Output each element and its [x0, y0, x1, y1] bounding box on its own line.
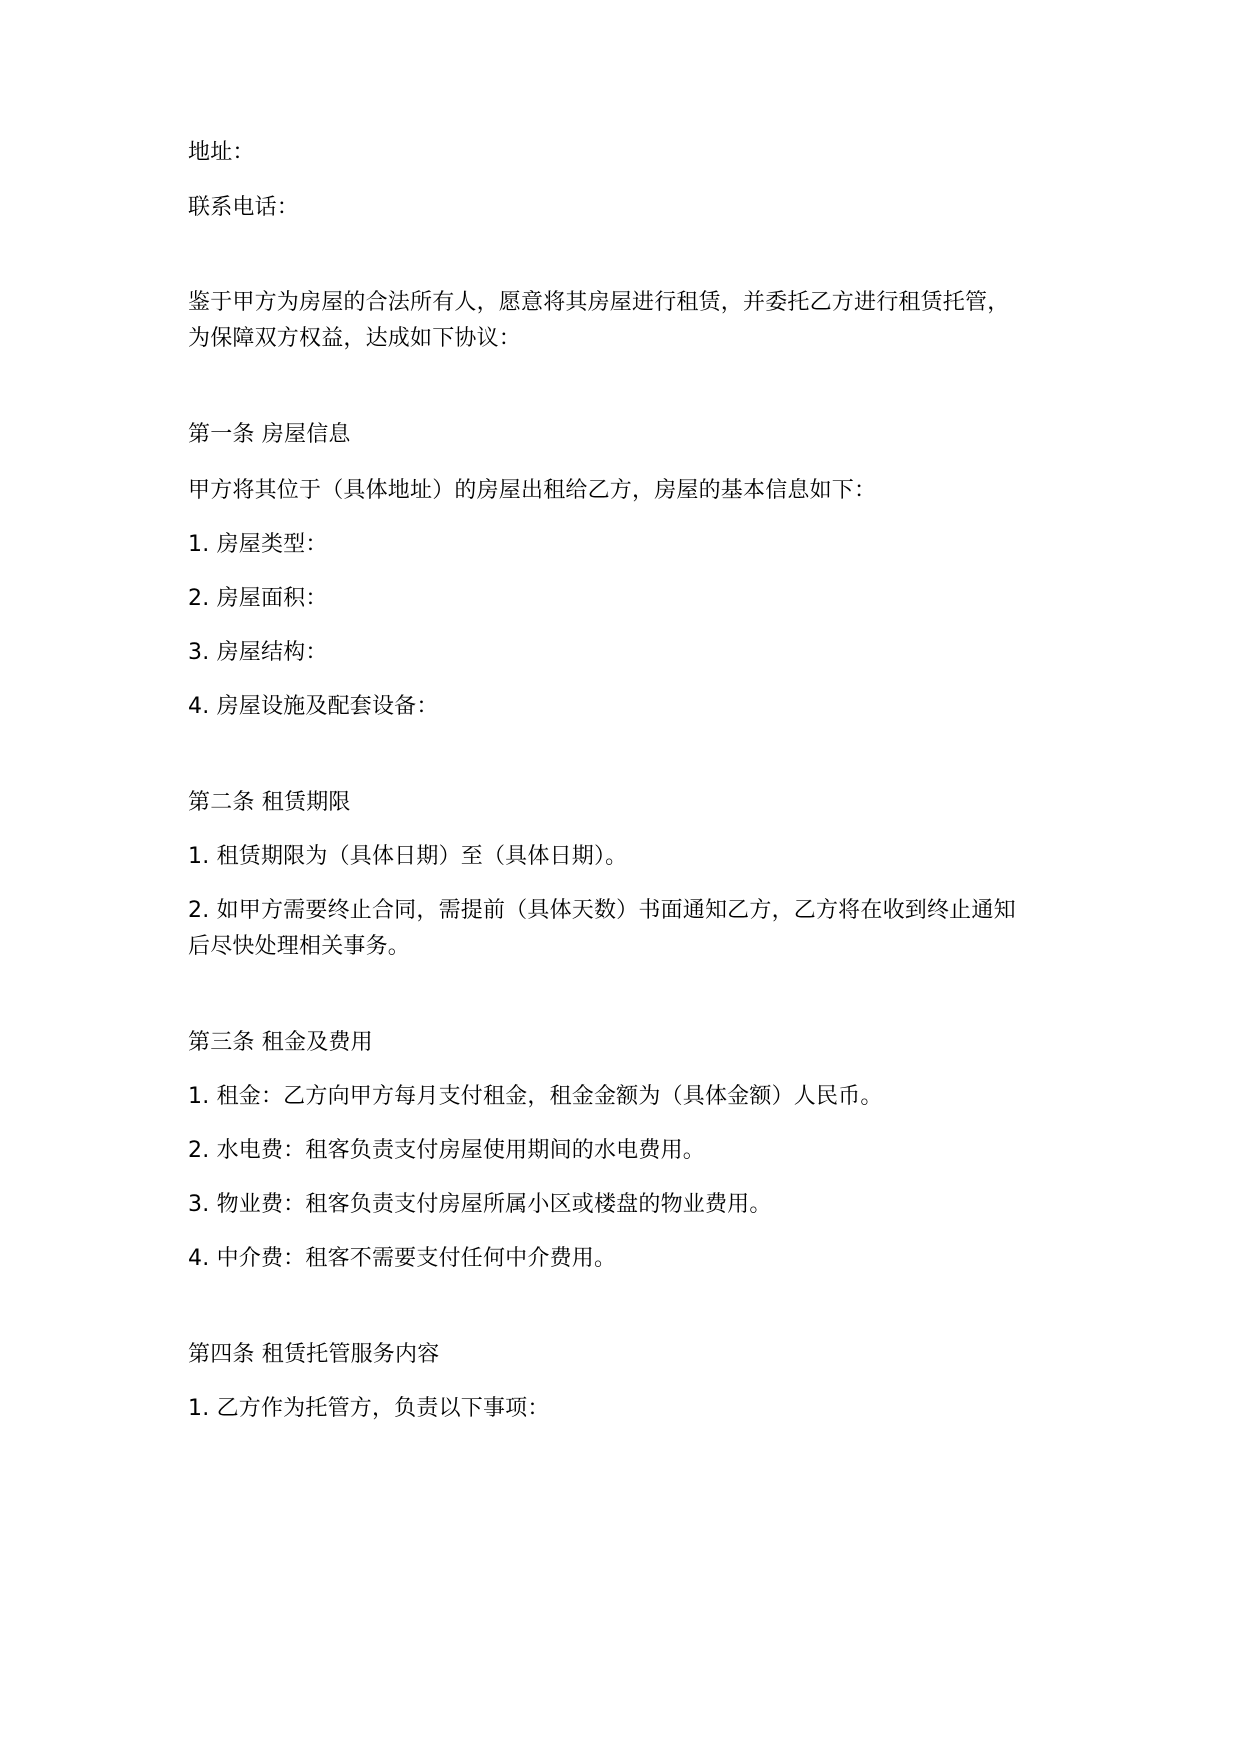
article3-title: 第三条 租金及费用 — [188, 1030, 373, 1055]
article1-item: 4. 房屋设施及配套设备： — [188, 694, 439, 719]
article3-item: 3. 物业费：租客负责支付房屋所属小区或楼盘的物业费用。 — [188, 1192, 772, 1217]
article3-item: 2. 水电费：租客负责支付房屋使用期间的水电费用。 — [188, 1138, 705, 1163]
article1-item: 3. 房屋结构： — [188, 640, 328, 665]
article2-title: 第二条 租赁期限 — [188, 790, 351, 815]
article3-item: 1. 租金：乙方向甲方每月支付租金，租金金额为（具体金额）人民币。 — [188, 1084, 883, 1109]
preamble-line-2: 为保障双方权益，达成如下协议： — [188, 326, 522, 351]
article1-intro: 甲方将其位于（具体地址）的房屋出租给乙方，房屋的基本信息如下： — [188, 478, 877, 503]
article2-item-2-line-1: 2. 如甲方需要终止合同，需提前（具体天数）书面通知乙方，乙方将在收到终止通知 — [188, 898, 1016, 923]
article2-item-2-line-2: 后尽快处理相关事务。 — [188, 934, 411, 959]
article4-item-1: 1. 乙方作为托管方，负责以下事项： — [188, 1396, 550, 1421]
article1-title: 第一条 房屋信息 — [188, 422, 351, 447]
article4-title: 第四条 租赁托管服务内容 — [188, 1342, 440, 1367]
article2-item-1: 1. 租赁期限为（具体日期）至（具体日期）。 — [188, 844, 628, 869]
article3-item: 4. 中介费：租客不需要支付任何中介费用。 — [188, 1246, 617, 1271]
preamble-line-1: 鉴于甲方为房屋的合法所有人，愿意将其房屋进行租赁，并委托乙方进行租赁托管， — [188, 290, 1010, 315]
phone-line: 联系电话： — [188, 195, 300, 220]
article1-item: 1. 房屋类型： — [188, 532, 328, 557]
address-line: 地址： — [188, 140, 255, 165]
article1-item: 2. 房屋面积： — [188, 586, 328, 611]
